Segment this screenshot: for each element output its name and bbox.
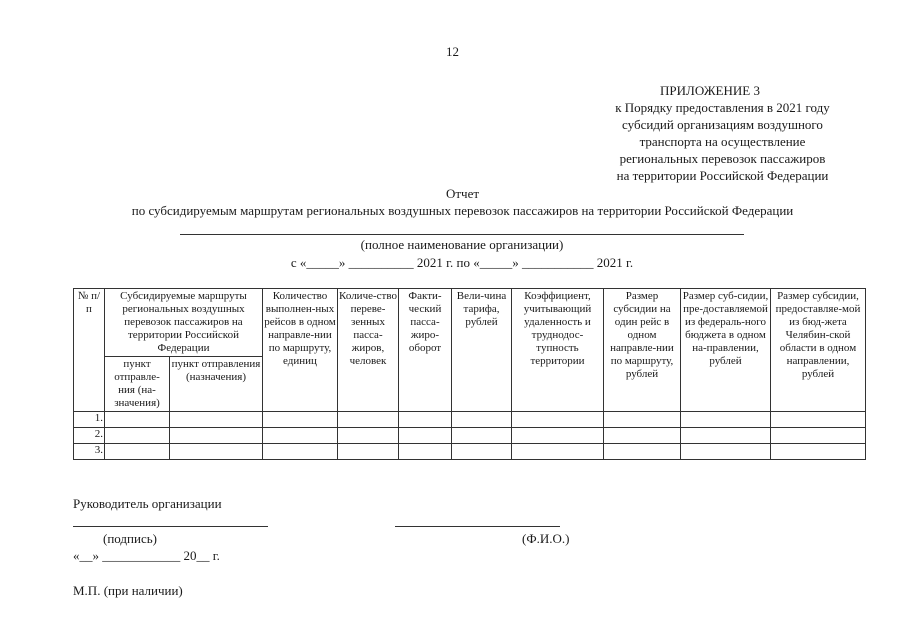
table-cell[interactable]	[681, 412, 771, 428]
table-cell[interactable]	[604, 444, 681, 460]
table-cell[interactable]	[771, 428, 866, 444]
header-routes: Субсидируемые маршруты региональных воздушных перевозок пассажиров на территории Российской Федерации	[105, 289, 263, 357]
head-of-organization-label: Руководитель организации	[73, 496, 222, 511]
table-cell[interactable]	[170, 428, 263, 444]
header-subsidy-federal: Размер суб-сидии, пре-доставляемой из федераль-ного бюджета в одном на-правлении, рублей	[681, 289, 771, 412]
header-turnover: Факти-ческий пасса-жиро-оборот	[399, 289, 452, 412]
header-departure-destination: пункт отправления (назначения)	[170, 357, 263, 412]
table-cell[interactable]	[604, 412, 681, 428]
table-header-row	[74, 289, 866, 357]
table-cell[interactable]	[105, 412, 170, 428]
table-cell[interactable]	[512, 444, 604, 460]
table-cell[interactable]	[681, 428, 771, 444]
table-cell[interactable]	[512, 412, 604, 428]
header-flights: Количество выполнен-ных рейсов в одном направле-нии по маршруту, единиц	[263, 289, 338, 412]
header-coefficient: Коэффициент, учитывающий удаленность и труднодос-тупность территории	[512, 289, 604, 412]
table-row	[74, 412, 866, 428]
annex-description	[590, 99, 855, 184]
row-number: 3.	[74, 444, 105, 460]
table-cell[interactable]	[452, 444, 512, 460]
header-number: № п/п	[74, 289, 105, 412]
annex-line: транспорта на осуществление	[639, 134, 806, 149]
report-table	[73, 288, 866, 460]
annex-line: к Порядку предоставления в 2021 году	[615, 100, 830, 115]
table-cell[interactable]	[512, 428, 604, 444]
table-cell[interactable]	[604, 428, 681, 444]
report-period: с «_____» __________ 2021 г. по «_____» ___________ 2021 г.	[290, 255, 634, 270]
row-number: 2.	[74, 428, 105, 444]
organization-caption: (полное наименование организации)	[360, 237, 564, 252]
report-title: Отчет	[445, 186, 480, 201]
table-cell[interactable]	[338, 412, 399, 428]
signature-caption: (подпись)	[103, 531, 157, 546]
table-cell[interactable]	[771, 444, 866, 460]
organization-name-line	[180, 234, 744, 235]
table-row	[74, 444, 866, 460]
date-line: «__» ____________ 20__ г.	[73, 548, 220, 563]
table-cell[interactable]	[263, 428, 338, 444]
table-cell[interactable]	[399, 444, 452, 460]
full-name-caption: (Ф.И.О.)	[522, 531, 570, 546]
annex-title: ПРИЛОЖЕНИЕ 3	[660, 83, 760, 98]
table-cell[interactable]	[338, 444, 399, 460]
table-cell[interactable]	[399, 428, 452, 444]
header-tariff: Вели-чина тарифа, рублей	[452, 289, 512, 412]
header-departure: пункт отправле-ния (на-значения)	[105, 357, 170, 412]
table-cell[interactable]	[105, 444, 170, 460]
stamp-label: М.П. (при наличии)	[73, 583, 183, 598]
full-name-line[interactable]	[395, 526, 560, 527]
table-cell[interactable]	[263, 412, 338, 428]
signature-line[interactable]	[73, 526, 268, 527]
table-cell[interactable]	[105, 428, 170, 444]
annex-line: субсидий организациям воздушного	[622, 117, 823, 132]
table-cell[interactable]	[170, 444, 263, 460]
table-cell[interactable]	[170, 412, 263, 428]
annex-line: региональных перевозок пассажиров	[619, 151, 826, 166]
annex-line: на территории Российской Федерации	[616, 168, 829, 183]
table-cell[interactable]	[452, 412, 512, 428]
page-number: 12	[446, 44, 459, 59]
table-cell[interactable]	[338, 428, 399, 444]
header-passengers: Количе-ство перeве-зенных пасса-жиров, человек	[338, 289, 399, 412]
table-row	[74, 428, 866, 444]
table-cell[interactable]	[452, 428, 512, 444]
table-cell[interactable]	[681, 444, 771, 460]
table-cell[interactable]	[771, 412, 866, 428]
header-subsidy-flight: Размер субсидии на один рейс в одном направле-нии по маршруту, рублей	[604, 289, 681, 412]
row-number: 1.	[74, 412, 105, 428]
table-cell[interactable]	[263, 444, 338, 460]
report-subtitle: по субсидируемым маршрутам региональных воздушных перевозок пассажиров на территории Российской Федерации	[131, 203, 794, 218]
table-cell[interactable]	[399, 412, 452, 428]
header-subsidy-regional: Размер субсидии, предоставляе-мой из бюд-жета Челябин-ской области в одном направлении, рублей	[771, 289, 866, 412]
